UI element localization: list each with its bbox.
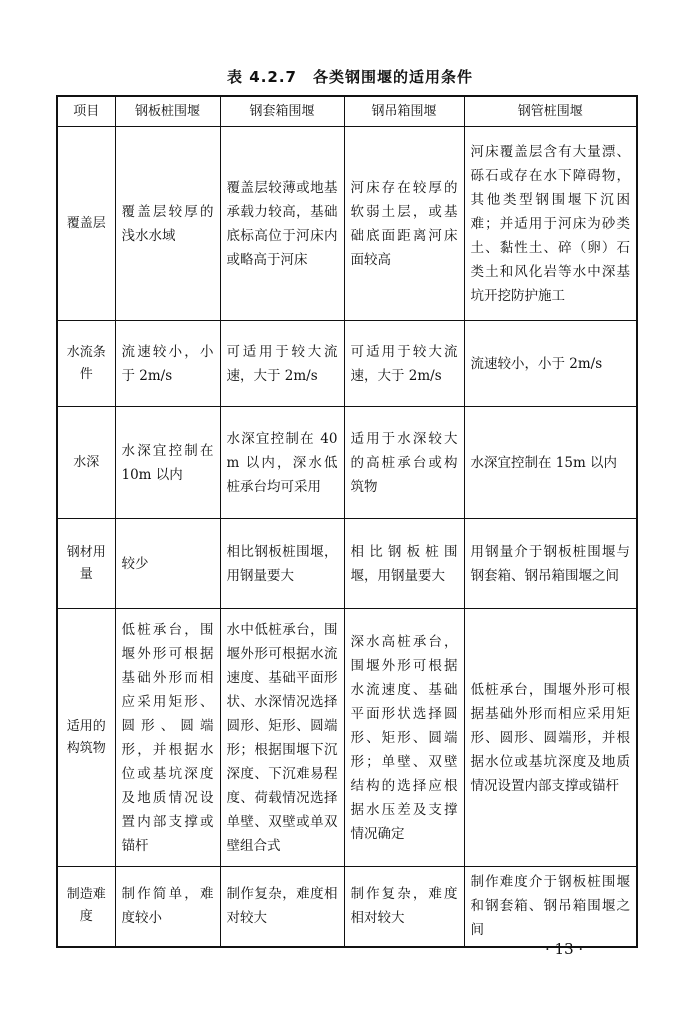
table-cell: 制作复杂，难度相对较大 [344,867,464,947]
table-row [57,407,637,519]
header-row [57,96,637,127]
table-cell: 河床覆盖层含有大量漂、砾石或存在水下障碍物，其他类型钢围堰下沉困难；并适用于河床为砂类土、黏性土、碎（卵）石类土和风化岩等水中深基坑开挖防护施工 [464,127,637,321]
table-cell: 可适用于较大流速，大于 2m/s [344,321,464,407]
table-cell: 覆盖层较薄或地基承载力较高，基础底标高位于河床内或略高于河床 [220,127,344,321]
table-cell: 河床存在较厚的软弱土层，或基础底面距离河床面较高 [344,127,464,321]
table-row [57,321,637,407]
table-cell: 流速较小，小于 2m/s [115,321,220,407]
table-row [57,867,637,947]
page-number: · 13 · [545,940,584,958]
table-cell: 覆盖层较厚的浅水水域 [115,127,220,321]
header-item: 项目 [57,96,115,127]
table-cell: 制作复杂，难度相对较大 [220,867,344,947]
steel-cofferdam-table [56,95,638,948]
row-label: 适用的构筑物 [57,609,115,867]
header-steel-pipe-pile: 钢管桩围堰 [464,96,637,127]
header-steel-box: 钢套箱围堰 [220,96,344,127]
table-row [57,519,637,609]
table-cell: 制作简单，难度较小 [115,867,220,947]
table-cell: 适用于水深较大的高桩承台或构筑物 [344,407,464,519]
table-cell: 水深宜控制在 10m 以内 [115,407,220,519]
table-cell: 较少 [115,519,220,609]
table-cell: 低桩承台，围堰外形可根据基础外形而相应采用矩形、圆形、圆端形，并根据水位或基坑深度及地质情况设置内部支撑或锚杆 [115,609,220,867]
row-label: 制造难度 [57,867,115,947]
table-cell: 相比钢板桩围堰，用钢量要大 [220,519,344,609]
table-cell: 深水高桩承台，围堰外形可根据水流速度、基础平面形状选择圆形、矩形、圆端形；单壁、双壁结构的选择应根据水压差及支撑情况确定 [344,609,464,867]
table-cell: 用钢量介于钢板桩围堰与钢套箱、钢吊箱围堰之间 [464,519,637,609]
header-hanging-box: 钢吊箱围堰 [344,96,464,127]
table-cell: 相比钢板桩围堰，用钢量要大 [344,519,464,609]
row-label: 钢材用量 [57,519,115,609]
table-caption: 表 4.2.7 各类钢围堰的适用条件 [227,68,473,86]
table-cell: 水中低桩承台，围堰外形可根据水流速度、基础平面形状、水深情况选择圆形、矩形、圆端形；根据围堰下沉深度、下沉难易程度、荷载情况选择单壁、双壁或单双壁组合式 [220,609,344,867]
table-cell: 可适用于较大流速，大于 2m/s [220,321,344,407]
table-cell: 制作难度介于钢板桩围堰和钢套箱、钢吊箱围堰之间 [464,867,637,947]
row-label: 覆盖层 [57,127,115,321]
row-label: 水深 [57,407,115,519]
table-cell: 低桩承台，围堰外形可根据基础外形而相应采用矩形、圆形、圆端形，并根据水位或基坑深度及地质情况设置内部支撑或锚杆 [464,609,637,867]
header-sheet-pile: 钢板桩围堰 [115,96,220,127]
table-row [57,609,637,867]
row-label: 水流条件 [57,321,115,407]
table-cell: 水深宜控制在 40m 以内，深水低桩承台均可采用 [220,407,344,519]
table-cell: 水深宜控制在 15m 以内 [464,407,637,519]
table-row [57,127,637,321]
table-cell: 流速较小，小于 2m/s [464,321,637,407]
